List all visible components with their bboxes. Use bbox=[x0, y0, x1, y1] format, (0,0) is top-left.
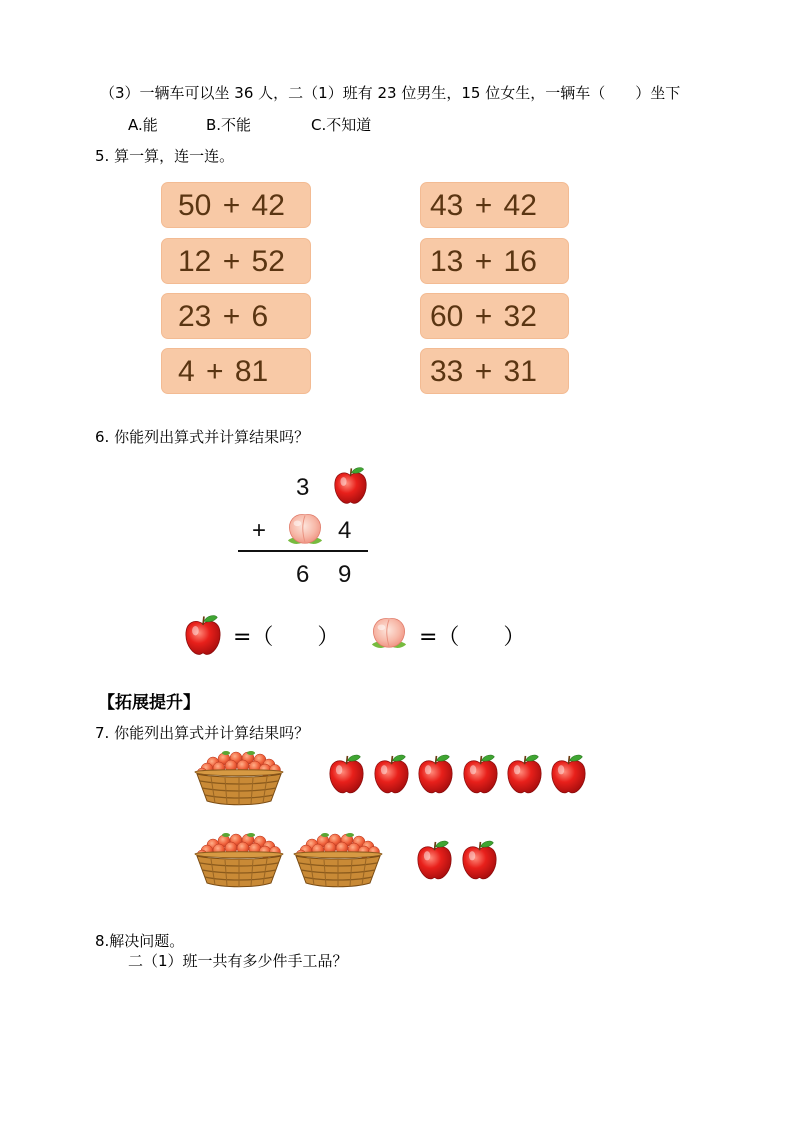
peach-icon bbox=[368, 614, 410, 652]
question-6-title: 6. 你能列出算式并计算结果吗？ bbox=[95, 428, 310, 446]
right-card-2[interactable] bbox=[420, 238, 569, 284]
right-card-3[interactable] bbox=[420, 293, 569, 339]
basket-icon bbox=[193, 829, 285, 889]
section-title: 【拓展提升】 bbox=[98, 693, 200, 713]
addend-1-digit: 3 bbox=[296, 474, 310, 501]
question-8-text: 二（1）班一共有多少件手工品？ bbox=[128, 952, 348, 970]
option-a: A.能 bbox=[128, 116, 158, 134]
left-card-4[interactable] bbox=[161, 348, 311, 394]
peach-icon bbox=[284, 510, 326, 548]
apple-icon bbox=[333, 465, 368, 505]
card-expression: 12 + 52 bbox=[178, 245, 285, 278]
right-card-1[interactable] bbox=[420, 182, 569, 228]
card-expression: 23 + 6 bbox=[178, 300, 269, 333]
basket-icon bbox=[193, 747, 285, 807]
result-ones: 9 bbox=[338, 561, 352, 588]
option-c: C.不知道 bbox=[311, 116, 372, 134]
card-expression: 4 + 81 bbox=[178, 355, 269, 388]
apple-answer-blank[interactable]: =（ ） bbox=[233, 625, 340, 650]
apple-icon bbox=[506, 752, 543, 795]
right-card-4[interactable] bbox=[420, 348, 569, 394]
question-3-text: （3）一辆车可以坐 36 人，二（1）班有 23 位男生，15 位女生，一辆车（ ）坐下 bbox=[100, 84, 681, 102]
apple-icon bbox=[462, 752, 499, 795]
question-7-title: 7. 你能列出算式并计算结果吗？ bbox=[95, 724, 310, 742]
apple-icon bbox=[328, 752, 365, 795]
plus-sign: + bbox=[252, 517, 267, 544]
basket-icon bbox=[292, 829, 384, 889]
peach-answer-blank[interactable]: =（ ） bbox=[419, 625, 526, 650]
apple-icon bbox=[184, 613, 222, 656]
apple-icon bbox=[416, 838, 453, 881]
sum-line bbox=[238, 550, 368, 552]
left-card-3[interactable] bbox=[161, 293, 311, 339]
apple-icon bbox=[417, 752, 454, 795]
result-tens: 6 bbox=[296, 561, 310, 588]
apple-icon bbox=[461, 838, 498, 881]
apple-icon bbox=[550, 752, 587, 795]
left-card-1[interactable] bbox=[161, 182, 311, 228]
option-b: B.不能 bbox=[206, 116, 252, 134]
addend-2-digit: 4 bbox=[338, 517, 352, 544]
left-card-2[interactable] bbox=[161, 238, 311, 284]
card-expression: 43 + 42 bbox=[430, 189, 537, 222]
card-expression: 13 + 16 bbox=[430, 245, 537, 278]
card-expression: 50 + 42 bbox=[178, 189, 285, 222]
question-8-title: 8.解决问题。 bbox=[95, 932, 185, 950]
card-expression: 33 + 31 bbox=[430, 355, 537, 388]
apple-icon bbox=[373, 752, 410, 795]
card-expression: 60 + 32 bbox=[430, 300, 537, 333]
question-5-title: 5. 算一算，连一连。 bbox=[95, 147, 235, 165]
